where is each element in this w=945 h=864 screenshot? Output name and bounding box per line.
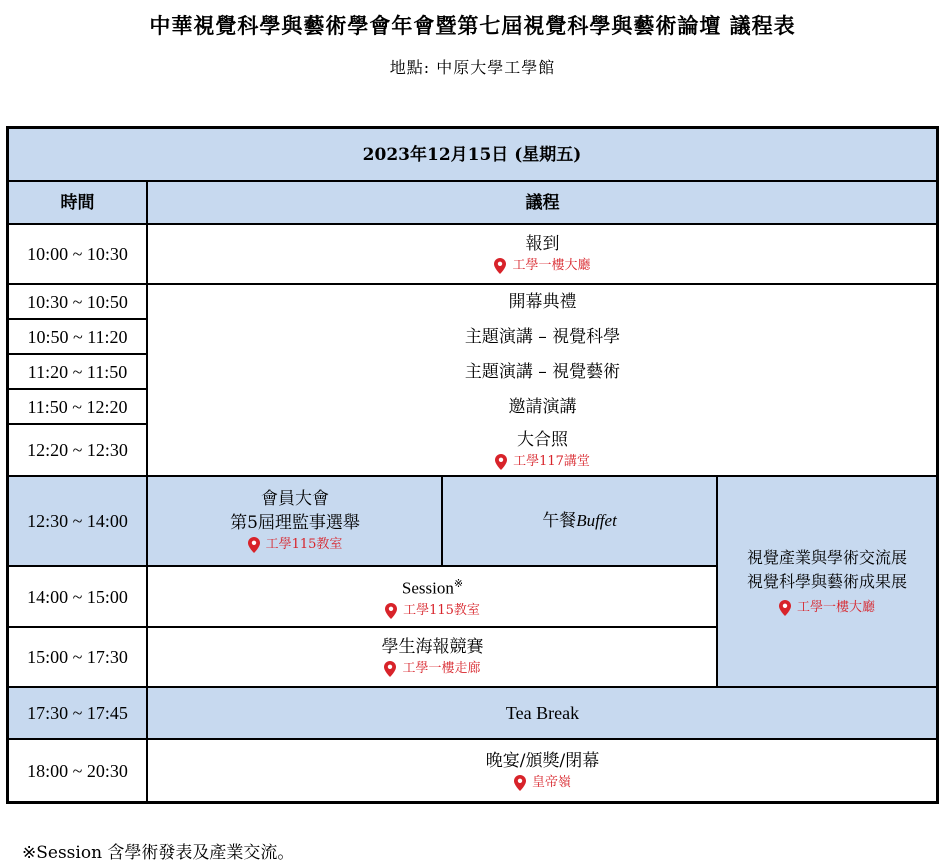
time-cell-invited: 11:50 ~ 12:20 <box>7 389 148 424</box>
exhibition-title-2: 視覺科學與藝術成果展 <box>746 571 907 591</box>
row-divider <box>7 388 148 390</box>
exhibition-title-1: 視覺產業與學術交流展 <box>746 547 907 567</box>
map-pin-icon <box>494 258 506 274</box>
agenda-title: 報到 <box>525 234 560 254</box>
location-text: 工學一樓走廊 <box>402 661 481 676</box>
map-pin-icon <box>779 600 791 616</box>
location-text: 工學115教室 <box>403 602 480 618</box>
location-label <box>494 256 590 276</box>
location-label <box>248 535 343 555</box>
agenda-cell-meeting <box>148 476 442 566</box>
agenda-cell-keynote2: 主題演講 – 視覺藝術 <box>148 354 937 389</box>
time-cell-session: 14:00 ~ 15:00 <box>7 566 148 627</box>
agenda-title: 會員大會 <box>261 489 329 509</box>
time-cell-tea: 17:30 ~ 17:45 <box>7 687 148 739</box>
agenda-cell-poster <box>148 627 717 687</box>
agenda-subtitle: 第5屆理監事選舉 <box>230 513 360 533</box>
row-divider <box>7 423 148 425</box>
time-cell-photo: 12:20 ~ 12:30 <box>7 424 148 476</box>
time-cell-checkin: 10:00 ~ 10:30 <box>7 224 148 284</box>
row-divider <box>7 318 148 320</box>
agenda-cell-session <box>148 566 717 627</box>
location-text: 工學一樓大廳 <box>512 258 591 273</box>
column-divider <box>716 476 718 687</box>
location-label <box>779 598 875 618</box>
agenda-title: 學生海報競賽 <box>381 637 484 657</box>
map-pin-icon <box>514 775 526 791</box>
table-border-left <box>6 126 9 804</box>
map-pin-icon <box>248 537 260 553</box>
venue-text: 地點: 中原大學工學館 <box>389 58 556 77</box>
map-pin-icon <box>495 454 507 470</box>
agenda-cell-tea: Tea Break <box>148 687 937 739</box>
row-divider <box>7 626 718 628</box>
row-divider <box>7 353 148 355</box>
location-label <box>514 773 571 793</box>
column-divider <box>441 476 443 566</box>
time-cell-opening: 10:30 ~ 10:50 <box>7 284 148 319</box>
time-cell-keynote1: 10:50 ~ 11:20 <box>7 319 148 354</box>
agenda-title: 晚宴/頒獎/閉幕 <box>485 750 600 771</box>
map-pin-icon <box>385 603 397 619</box>
lunch-label: 午餐 <box>542 511 577 531</box>
location-label <box>385 601 480 621</box>
agenda-title <box>402 572 463 601</box>
table-border-top <box>6 126 939 129</box>
time-cell-meeting: 12:30 ~ 14:00 <box>7 476 148 566</box>
footnote: ※Session 含學術發表及產業交流。 <box>22 843 295 863</box>
location-text: 工學一樓大廳 <box>796 599 875 615</box>
agenda-cell-invited: 邀請演講 <box>148 389 937 424</box>
location-text: 皇帝嶺 <box>531 774 571 790</box>
column-divider <box>146 181 148 802</box>
location-text: 工學115教室 <box>265 537 343 552</box>
agenda-cell-banquet <box>148 739 937 802</box>
agenda-cell-exhibition <box>717 476 937 687</box>
lunch-buffet-label: Buffet <box>576 511 617 530</box>
agenda-title: 大合照 <box>517 430 568 450</box>
location-text: 工學117講堂 <box>513 454 590 469</box>
agenda-column-header: 議程 <box>148 181 937 224</box>
location-label <box>495 452 590 472</box>
table-border-right <box>936 126 939 804</box>
time-column-header: 時間 <box>7 181 148 224</box>
page-title: 中華視覺科學與藝術學會年會暨第七屆視覺科學與藝術論壇 議程表 <box>149 13 796 38</box>
agenda-cell-lunch <box>442 476 717 566</box>
agenda-cell-checkin <box>148 224 937 284</box>
location-label <box>384 659 480 679</box>
row-divider <box>7 565 718 567</box>
time-cell-banquet: 18:00 ~ 20:30 <box>7 739 148 802</box>
footnote-mark: ※ <box>453 578 464 591</box>
agenda-cell-keynote1: 主題演講 – 視覺科學 <box>148 319 937 354</box>
session-label: Session <box>401 578 454 598</box>
time-cell-keynote2: 11:20 ~ 11:50 <box>7 354 148 389</box>
time-cell-poster: 15:00 ~ 17:30 <box>7 627 148 687</box>
map-pin-icon <box>384 661 396 677</box>
date-header: 2023年12月15日 (星期五) <box>7 128 937 181</box>
agenda-cell-photo <box>148 424 937 476</box>
agenda-cell-opening: 開幕典禮 <box>148 284 937 319</box>
